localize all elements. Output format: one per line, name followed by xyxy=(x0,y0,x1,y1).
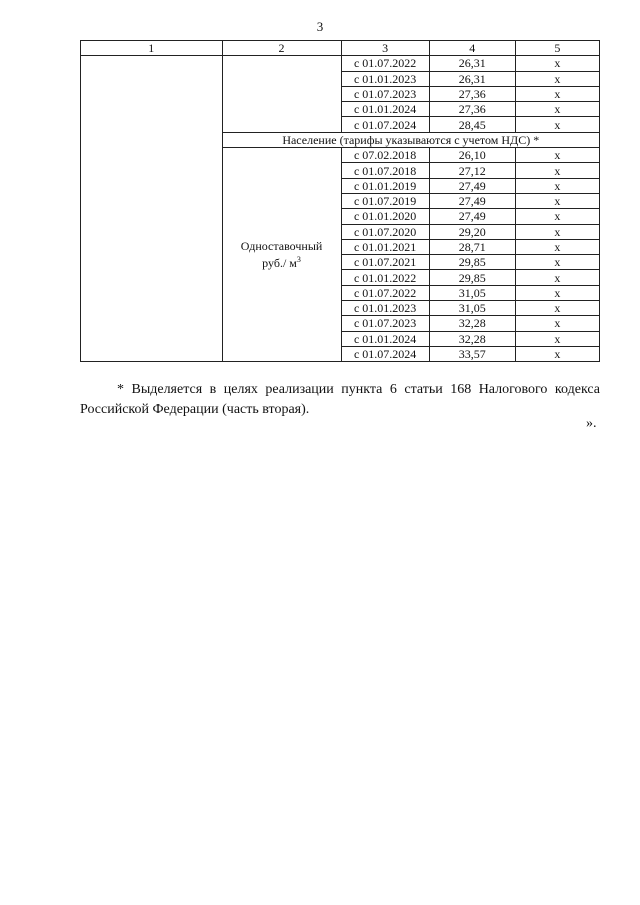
effective-date-cell: с 01.01.2022 xyxy=(341,270,429,285)
column-5-mark-cell: х xyxy=(515,163,599,178)
column-header-5: 5 xyxy=(515,41,599,56)
column-5-mark-cell: х xyxy=(515,56,599,71)
column-5-mark-cell: х xyxy=(515,193,599,208)
column-5-mark-cell: х xyxy=(515,71,599,86)
tariff-value-cell: 27,12 xyxy=(429,163,515,178)
effective-date-cell: с 01.07.2022 xyxy=(341,285,429,300)
effective-date-cell: с 07.02.2018 xyxy=(341,148,429,163)
tariff-table xyxy=(80,40,600,362)
column-header-2: 2 xyxy=(222,41,341,56)
column-5-mark-cell: х xyxy=(515,301,599,316)
column-5-mark-cell: х xyxy=(515,270,599,285)
column-5-mark-cell: х xyxy=(515,331,599,346)
effective-date-cell: с 01.07.2019 xyxy=(341,193,429,208)
effective-date-cell: с 01.07.2023 xyxy=(341,316,429,331)
tariff-value-cell: 28,71 xyxy=(429,239,515,254)
tariff-value-cell: 32,28 xyxy=(429,316,515,331)
tariff-value-cell: 33,57 xyxy=(429,346,515,361)
column-5-mark-cell: х xyxy=(515,209,599,224)
column-5-mark-cell: х xyxy=(515,102,599,117)
footnote: * Выделяется в целях реализации пункта 6 статьи 168 Налогового кодекса Российской Федерации (часть вторая). xyxy=(80,382,600,417)
tariff-value-cell: 27,49 xyxy=(429,209,515,224)
effective-date-cell: с 01.07.2022 xyxy=(341,56,429,71)
column-5-mark-cell: х xyxy=(515,346,599,361)
table-row xyxy=(81,56,600,71)
effective-date-cell: с 01.01.2023 xyxy=(341,71,429,86)
tariff-value-cell: 27,36 xyxy=(429,86,515,101)
tariff-value-cell: 28,45 xyxy=(429,117,515,132)
tariff-type-label: Одноставочный xyxy=(240,239,323,254)
tariff-value-cell: 29,20 xyxy=(429,224,515,239)
tariff-value-cell: 29,85 xyxy=(429,255,515,270)
tariff-value-cell: 27,49 xyxy=(429,178,515,193)
tariff-type-cell xyxy=(222,148,341,362)
empty-cell-col2 xyxy=(222,56,341,132)
column-5-mark-cell: х xyxy=(515,224,599,239)
table-header-row xyxy=(81,41,600,56)
tariff-value-cell: 32,28 xyxy=(429,331,515,346)
effective-date-cell: с 01.07.2023 xyxy=(341,86,429,101)
tariff-value-cell: 31,05 xyxy=(429,285,515,300)
column-header-1: 1 xyxy=(81,41,223,56)
section-heading: Население (тарифы указываются с учетом НДС) * xyxy=(222,132,599,147)
tariff-value-cell: 29,85 xyxy=(429,270,515,285)
tariff-value-cell: 27,36 xyxy=(429,102,515,117)
column-5-mark-cell: х xyxy=(515,239,599,254)
column-header-4: 4 xyxy=(429,41,515,56)
tariff-value-cell: 26,31 xyxy=(429,56,515,71)
effective-date-cell: с 01.07.2024 xyxy=(341,117,429,132)
effective-date-cell: с 01.07.2020 xyxy=(341,224,429,239)
column-5-mark-cell: х xyxy=(515,285,599,300)
effective-date-cell: с 01.07.2024 xyxy=(341,346,429,361)
tariff-value-cell: 31,05 xyxy=(429,301,515,316)
effective-date-cell: с 01.01.2024 xyxy=(341,331,429,346)
page-number: 3 xyxy=(316,19,324,34)
empty-cell-col1 xyxy=(81,56,223,362)
tariff-unit-superscript: 3 xyxy=(296,255,301,265)
effective-date-cell: с 01.01.2023 xyxy=(341,301,429,316)
column-header-3: 3 xyxy=(341,41,429,56)
column-5-mark-cell: х xyxy=(515,86,599,101)
effective-date-cell: с 01.07.2021 xyxy=(341,255,429,270)
column-5-mark-cell: х xyxy=(515,117,599,132)
effective-date-cell: с 01.01.2020 xyxy=(341,209,429,224)
tariff-value-cell: 27,49 xyxy=(429,193,515,208)
column-5-mark-cell: х xyxy=(515,255,599,270)
tariff-value-cell: 26,31 xyxy=(429,71,515,86)
effective-date-cell: с 01.07.2018 xyxy=(341,163,429,178)
effective-date-cell: с 01.01.2024 xyxy=(341,102,429,117)
tariff-value-cell: 26,10 xyxy=(429,148,515,163)
column-5-mark-cell: х xyxy=(515,178,599,193)
tariff-unit-label: руб./ м xyxy=(262,256,297,271)
column-5-mark-cell: х xyxy=(515,148,599,163)
effective-date-cell: с 01.01.2021 xyxy=(341,239,429,254)
column-5-mark-cell: х xyxy=(515,316,599,331)
closing-quote-mark: ». xyxy=(586,416,597,431)
effective-date-cell: с 01.01.2019 xyxy=(341,178,429,193)
